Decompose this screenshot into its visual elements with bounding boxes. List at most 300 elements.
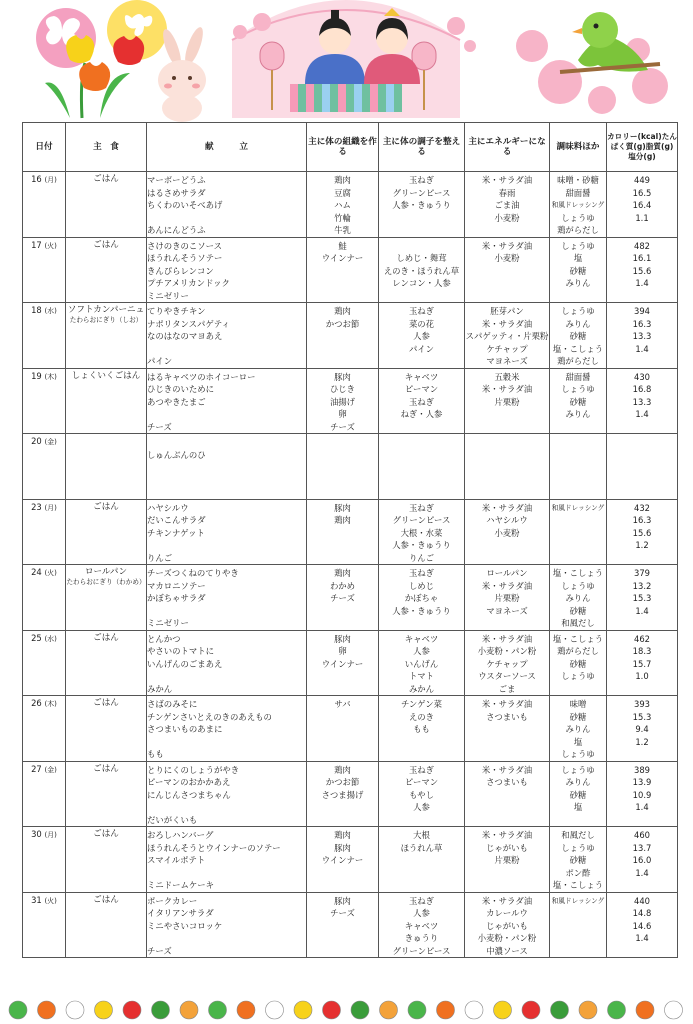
menu-item xyxy=(147,605,306,618)
menu-cell xyxy=(147,368,307,434)
menu-cell xyxy=(147,303,307,369)
regulate-food xyxy=(379,854,464,867)
menu-item: チンゲンさいとえのきのあえもの xyxy=(147,711,272,722)
regulate-food xyxy=(379,474,464,487)
nutrition-value: 15.6 xyxy=(632,527,652,538)
nutrition-cell xyxy=(607,696,678,762)
header-nutrition: カロリー(kcal)たんぱく質(g)脂質(g)塩分(g) xyxy=(607,123,678,172)
energy-food xyxy=(465,723,549,736)
regulate-food: グリーンピース xyxy=(392,945,451,956)
menu-item: しゅんぶんのひ xyxy=(147,449,206,460)
regulate-food xyxy=(379,617,464,630)
menu-item: イタリアンサラダ xyxy=(147,908,214,918)
nutrition-value: 432 xyxy=(634,502,650,513)
nutrition-value: 14.8 xyxy=(632,908,652,918)
menu-item: ひじきのいために xyxy=(147,384,214,394)
menu-cell xyxy=(147,237,307,303)
seasoning-item: 和風ドレッシング xyxy=(551,201,605,209)
menu-item: ほうれんそうソテー xyxy=(147,253,223,263)
seasoning-cell xyxy=(550,761,607,827)
nutrition-value: 9.4 xyxy=(635,724,649,734)
staple-cell xyxy=(66,368,147,434)
seasoning-item: 塩 xyxy=(573,802,583,812)
body-food xyxy=(307,932,378,945)
body-cell xyxy=(307,237,379,303)
regulate-food xyxy=(379,436,464,449)
energy-cell xyxy=(465,499,550,565)
energy-food xyxy=(465,408,549,421)
energy-food: じゃがいも xyxy=(486,920,528,931)
energy-food xyxy=(465,814,549,827)
regulate-food: りんご xyxy=(408,552,435,563)
food-icon xyxy=(522,1001,540,1019)
energy-cell xyxy=(465,368,550,434)
menu-item xyxy=(147,539,306,552)
menu-item: ピーマンのおかかあえ xyxy=(147,777,231,787)
body-food: かつお節 xyxy=(325,777,360,787)
regulate-food: レンコン・人参 xyxy=(392,278,451,288)
header-body: 主に体の組織を作る xyxy=(307,123,379,172)
menu-item xyxy=(147,408,306,421)
regulate-food xyxy=(379,355,464,368)
nutrition-cell xyxy=(607,499,678,565)
nutrition-value: 1.4 xyxy=(635,933,649,943)
nutrition-value: 440 xyxy=(634,895,650,906)
regulate-food xyxy=(379,449,464,462)
menu-item: にんじんさつまちゃん xyxy=(147,789,231,800)
menu-item: マーボーどうふ xyxy=(147,175,206,185)
menu-item: やさいのトマトに xyxy=(147,646,214,656)
seasoning-item xyxy=(550,449,606,462)
regulate-food xyxy=(379,748,464,761)
seasoning-cell xyxy=(550,827,607,893)
menu-item: ポークカレー xyxy=(147,895,198,906)
energy-food: 米・サラダ油 xyxy=(481,633,533,644)
seasoning-item: 甜面醤 xyxy=(565,187,591,198)
nutrition-value: 430 xyxy=(634,371,650,382)
regulate-food xyxy=(379,736,464,749)
seasoning-item xyxy=(550,920,606,933)
body-food xyxy=(307,474,378,487)
menu-item xyxy=(147,212,306,225)
regulate-food xyxy=(379,879,464,892)
regulate-food: もも xyxy=(413,724,430,734)
energy-food: 片栗粉 xyxy=(494,396,520,407)
energy-food: ロールパン xyxy=(486,568,528,578)
seasoning-item xyxy=(550,552,606,565)
header-staple: 主 食 xyxy=(66,123,147,172)
menu-item: あんにんどうふ xyxy=(147,225,206,235)
menu-item xyxy=(147,670,306,683)
energy-food: 米・サラダ油 xyxy=(481,830,533,840)
seasoning-item: しょうゆ xyxy=(561,842,595,853)
staple-food: ごはん xyxy=(93,632,119,643)
nutrition-value: 460 xyxy=(634,830,650,840)
food-icon xyxy=(66,1001,84,1019)
nutrition-value: 13.3 xyxy=(632,396,652,407)
body-food xyxy=(307,801,378,814)
seasoning-item: 砂糖 xyxy=(569,331,587,341)
staple-cell xyxy=(66,499,147,565)
seasoning-item: 塩・こしょう xyxy=(552,880,604,890)
energy-food: さつまいも xyxy=(486,711,528,722)
seasoning-item: しょうゆ xyxy=(561,306,595,316)
table-row xyxy=(23,368,678,434)
regulate-food: 玉ねぎ xyxy=(408,175,435,185)
regulate-food: きゅうり xyxy=(404,933,439,943)
staple-cell xyxy=(66,237,147,303)
nutrition-value: 13.7 xyxy=(632,842,652,853)
energy-cell xyxy=(465,434,550,500)
menu-item: とんかつ xyxy=(147,633,181,644)
staple-food: ごはん xyxy=(93,239,119,250)
staple-cell xyxy=(66,630,147,696)
seasoning-cell xyxy=(550,237,607,303)
seasoning-item xyxy=(550,683,606,696)
regulate-cell xyxy=(379,368,465,434)
regulate-cell xyxy=(379,892,465,958)
food-icon xyxy=(266,1001,284,1019)
staple-food-sub: たわらおにぎり（しお） xyxy=(69,316,143,324)
body-food xyxy=(307,461,378,474)
energy-food xyxy=(465,265,549,278)
regulate-cell xyxy=(379,434,465,500)
regulate-food: 玉ねぎ xyxy=(408,568,435,578)
regulate-food: もやし xyxy=(408,789,435,800)
regulate-food: 人参・きゅうり xyxy=(392,605,451,616)
regulate-food: 人参・きゅうり xyxy=(392,200,451,210)
date-day: 26 xyxy=(31,698,42,708)
regulate-food: キャベツ xyxy=(404,920,439,931)
body-cell xyxy=(307,696,379,762)
menu-item: チーズつくねのてりやき xyxy=(147,568,239,578)
nutrition-value: 16.8 xyxy=(632,384,652,394)
menu-item: はるさめサラダ xyxy=(147,187,206,198)
energy-food xyxy=(465,879,549,892)
energy-food xyxy=(465,736,549,749)
menu-cell xyxy=(147,565,307,631)
menu-cell xyxy=(147,827,307,893)
seasoning-item: 砂糖 xyxy=(569,605,587,616)
table-row xyxy=(23,237,678,303)
footer-food-icons xyxy=(0,996,693,1024)
energy-food: マヨネーズ xyxy=(486,356,528,366)
body-food: ウインナー xyxy=(321,658,364,669)
seasoning-item: 塩・こしょう xyxy=(552,568,604,578)
regulate-food: トマト xyxy=(408,671,435,681)
nutrition-cell xyxy=(607,368,678,434)
body-food: ハム xyxy=(334,200,351,210)
energy-food: 小麦粉 xyxy=(494,527,520,538)
food-icon xyxy=(408,1001,426,1019)
body-food: かつお節 xyxy=(325,318,360,329)
seasoning-item: 塩 xyxy=(573,253,583,263)
menu-cell xyxy=(147,696,307,762)
energy-food: 片栗粉 xyxy=(494,855,520,865)
food-icon xyxy=(38,1001,56,1019)
body-cell xyxy=(307,368,379,434)
menu-item: りんご xyxy=(147,552,173,563)
energy-food xyxy=(465,461,549,474)
regulate-cell xyxy=(379,761,465,827)
nutrition-value: 15.6 xyxy=(632,265,652,276)
header-menu: 献 立 xyxy=(147,123,307,172)
seasoning-item xyxy=(550,421,606,434)
regulate-food xyxy=(379,290,464,303)
food-icon xyxy=(95,1001,113,1019)
energy-food: 中濃ソース xyxy=(486,945,528,956)
body-food xyxy=(307,486,378,499)
food-icon xyxy=(494,1001,512,1019)
energy-food xyxy=(465,436,549,449)
date-day: 31 xyxy=(31,894,42,905)
nutrition-value: 1.4 xyxy=(635,802,649,812)
menu-cell xyxy=(147,761,307,827)
body-food xyxy=(307,539,378,552)
seasoning-item: 塩・こしょう xyxy=(552,343,604,354)
energy-food: 米・サラダ油 xyxy=(481,384,533,394)
seasoning-item: 和風だし xyxy=(561,618,595,628)
staple-cell xyxy=(66,434,147,500)
body-food xyxy=(307,436,378,449)
nutrition-cell xyxy=(607,827,678,893)
seasoning-item: みりん xyxy=(565,777,591,787)
body-food xyxy=(307,736,378,749)
menu-item: はるキャベツのホイコーロー xyxy=(147,371,256,382)
body-food: 卵 xyxy=(338,409,347,419)
staple-cell xyxy=(66,303,147,369)
date-day: 30 xyxy=(31,829,42,839)
nutrition-value: 18.3 xyxy=(632,646,652,656)
menu-item: ミニゼリー xyxy=(147,618,189,628)
body-cell xyxy=(307,499,379,565)
menu-item xyxy=(147,867,306,880)
energy-cell xyxy=(465,303,550,369)
body-food: サバ xyxy=(334,699,351,709)
energy-cell xyxy=(465,892,550,958)
food-icon xyxy=(152,1001,170,1019)
menu-item: ミニゼリー xyxy=(147,290,189,301)
body-cell xyxy=(307,827,379,893)
menu-item xyxy=(147,801,306,814)
nutrition-value: 16.3 xyxy=(632,515,652,525)
seasoning-item: 鶏がらだし xyxy=(557,356,599,366)
seasoning-item: みりん xyxy=(565,593,591,603)
date-day: 24 xyxy=(31,567,42,577)
food-icon xyxy=(351,1001,369,1019)
date-weekday: (火) xyxy=(44,241,57,250)
energy-food: 五穀米 xyxy=(494,371,520,382)
energy-food: ケチャップ xyxy=(486,658,528,669)
menu-item: チーズ xyxy=(147,421,172,432)
body-food xyxy=(307,449,378,462)
energy-food: 米・サラダ油 xyxy=(481,580,533,591)
header-seasoning: 調味料ほか xyxy=(550,123,607,172)
body-food: 豚肉 xyxy=(334,895,351,906)
date-weekday: (水) xyxy=(44,307,57,315)
seasoning-cell xyxy=(550,434,607,500)
menu-item: さけのきのこソース xyxy=(147,240,222,251)
energy-food: ハヤシルウ xyxy=(486,515,528,525)
table-row xyxy=(23,499,678,565)
staple-food: ごはん xyxy=(93,174,119,184)
staple-cell xyxy=(66,172,147,238)
regulate-food: かぼちゃ xyxy=(404,593,439,603)
food-icon xyxy=(608,1001,626,1019)
seasoning-item: 鶏がらだし xyxy=(557,646,599,656)
energy-cell xyxy=(465,761,550,827)
seasoning-cell xyxy=(550,630,607,696)
nutrition-cell xyxy=(607,761,678,827)
seasoning-item xyxy=(550,945,606,958)
energy-cell xyxy=(465,630,550,696)
seasoning-item: みりん xyxy=(565,318,591,329)
nutrition-value: 14.6 xyxy=(632,920,652,931)
energy-food: 米・サラダ油 xyxy=(481,895,533,906)
staple-food: ごはん xyxy=(93,501,119,512)
menu-cell xyxy=(147,630,307,696)
date-day: 17 xyxy=(31,239,42,250)
food-icon xyxy=(237,1001,255,1019)
seasoning-item: みりん xyxy=(565,409,591,419)
table-row xyxy=(23,434,678,500)
food-icon xyxy=(123,1001,141,1019)
energy-food: スパゲッティ・片栗粉 xyxy=(465,331,549,341)
seasoning-item: しょうゆ xyxy=(561,764,595,775)
body-food xyxy=(307,552,378,565)
seasoning-cell xyxy=(550,172,607,238)
date-cell xyxy=(23,499,66,565)
seasoning-item: しょうゆ xyxy=(561,212,595,223)
energy-food: 米・サラダ油 xyxy=(481,502,533,513)
body-food xyxy=(307,617,378,630)
nutrition-cell xyxy=(607,565,678,631)
regulate-food: 大根 xyxy=(413,830,430,840)
energy-food: 米・サラダ油 xyxy=(481,240,533,251)
nutrition-value: 1.2 xyxy=(635,540,649,550)
table-row xyxy=(23,172,678,238)
energy-food: 片栗粉 xyxy=(494,593,520,603)
energy-food xyxy=(465,867,549,880)
body-food: 油揚げ xyxy=(329,396,356,407)
seasoning-item: 砂糖 xyxy=(569,789,587,800)
regulate-food xyxy=(379,486,464,499)
menu-item: ハヤシルウ xyxy=(147,502,189,513)
regulate-food: ほうれん草 xyxy=(400,842,443,853)
seasoning-item: 和風ドレッシング xyxy=(551,503,605,512)
regulate-cell xyxy=(379,237,465,303)
food-icon xyxy=(636,1001,654,1019)
nutrition-value xyxy=(607,449,677,462)
rabbit-icon xyxy=(158,25,206,122)
nutrition-cell xyxy=(607,630,678,696)
body-food: 鶏肉 xyxy=(334,830,351,840)
nutrition-value: 10.9 xyxy=(632,789,652,800)
header-regulate: 主に体の調子を整える xyxy=(379,123,465,172)
seasoning-item: みりん xyxy=(565,278,591,288)
regulate-food xyxy=(379,224,464,237)
regulate-food: 玉ねぎ xyxy=(408,502,435,513)
body-food xyxy=(307,343,378,356)
menu-item: チーズ xyxy=(147,945,172,956)
energy-food: 小麦粉 xyxy=(494,253,520,263)
energy-food xyxy=(465,552,549,565)
seasoning-cell xyxy=(550,303,607,369)
regulate-cell xyxy=(379,827,465,893)
date-cell xyxy=(23,172,66,238)
regulate-food: 大根・水菜 xyxy=(400,527,443,538)
energy-food: 米・サラダ油 xyxy=(481,699,533,709)
energy-food xyxy=(465,277,549,290)
body-food: さつま揚げ xyxy=(321,789,364,800)
menu-item: あつやきたまご xyxy=(147,396,206,407)
menu-item: パイン xyxy=(147,356,173,366)
food-icon xyxy=(465,1001,483,1019)
seasoning-item: 味噌・砂糖 xyxy=(557,175,599,185)
nutrition-value: 1.4 xyxy=(635,278,649,288)
energy-cell xyxy=(465,237,550,303)
body-food xyxy=(307,945,378,958)
energy-food: ごま油 xyxy=(494,200,520,210)
staple-food: ごはん xyxy=(93,698,119,708)
regulate-cell xyxy=(379,499,465,565)
body-food xyxy=(307,277,378,290)
body-food xyxy=(307,920,378,933)
nutrition-value: 16.0 xyxy=(632,855,652,865)
nutrition-value: 16.3 xyxy=(632,318,652,329)
seasoning-item: 砂糖 xyxy=(569,855,587,865)
date-cell xyxy=(23,696,66,762)
seasoning-cell xyxy=(550,499,607,565)
energy-cell xyxy=(465,696,550,762)
energy-food xyxy=(465,290,549,303)
regulate-food: いんげん xyxy=(404,658,439,669)
table-row xyxy=(23,565,678,631)
menu-item: だいがくいも xyxy=(147,814,198,825)
nutrition-value: 1.4 xyxy=(635,867,649,878)
body-food: ウインナー xyxy=(321,855,364,865)
menu-item: プチアメリカンドック xyxy=(147,278,230,288)
table-row xyxy=(23,827,678,893)
body-cell xyxy=(307,761,379,827)
seasoning-item: 鶏がらだし xyxy=(557,225,599,235)
body-food: 豚肉 xyxy=(334,842,351,853)
energy-food xyxy=(465,789,549,802)
regulate-food: みかん xyxy=(408,683,435,694)
date-weekday: (水) xyxy=(44,634,57,643)
staple-food: ごはん xyxy=(93,829,119,839)
date-day: 20 xyxy=(31,436,42,446)
body-cell xyxy=(307,630,379,696)
seasoning-item: みりん xyxy=(565,724,591,734)
menu-item: ほうれんそうとウインナーのソテー xyxy=(147,842,281,853)
energy-food: 米・サラダ油 xyxy=(481,764,533,775)
body-cell xyxy=(307,172,379,238)
nutrition-cell xyxy=(607,434,678,500)
nutrition-value: 462 xyxy=(634,633,650,644)
body-food: 鶏肉 xyxy=(334,515,351,525)
regulate-cell xyxy=(379,565,465,631)
body-cell xyxy=(307,303,379,369)
seasoning-item xyxy=(550,486,606,499)
menu-cell xyxy=(147,892,307,958)
seasoning-item: 砂糖 xyxy=(569,265,587,276)
staple-food: ごはん xyxy=(93,763,119,774)
energy-food: カレールウ xyxy=(486,908,528,918)
menu-item: てりやきチキン xyxy=(147,306,206,316)
nutrition-value: 1.0 xyxy=(635,671,649,681)
regulate-food: 人参 xyxy=(413,908,430,918)
